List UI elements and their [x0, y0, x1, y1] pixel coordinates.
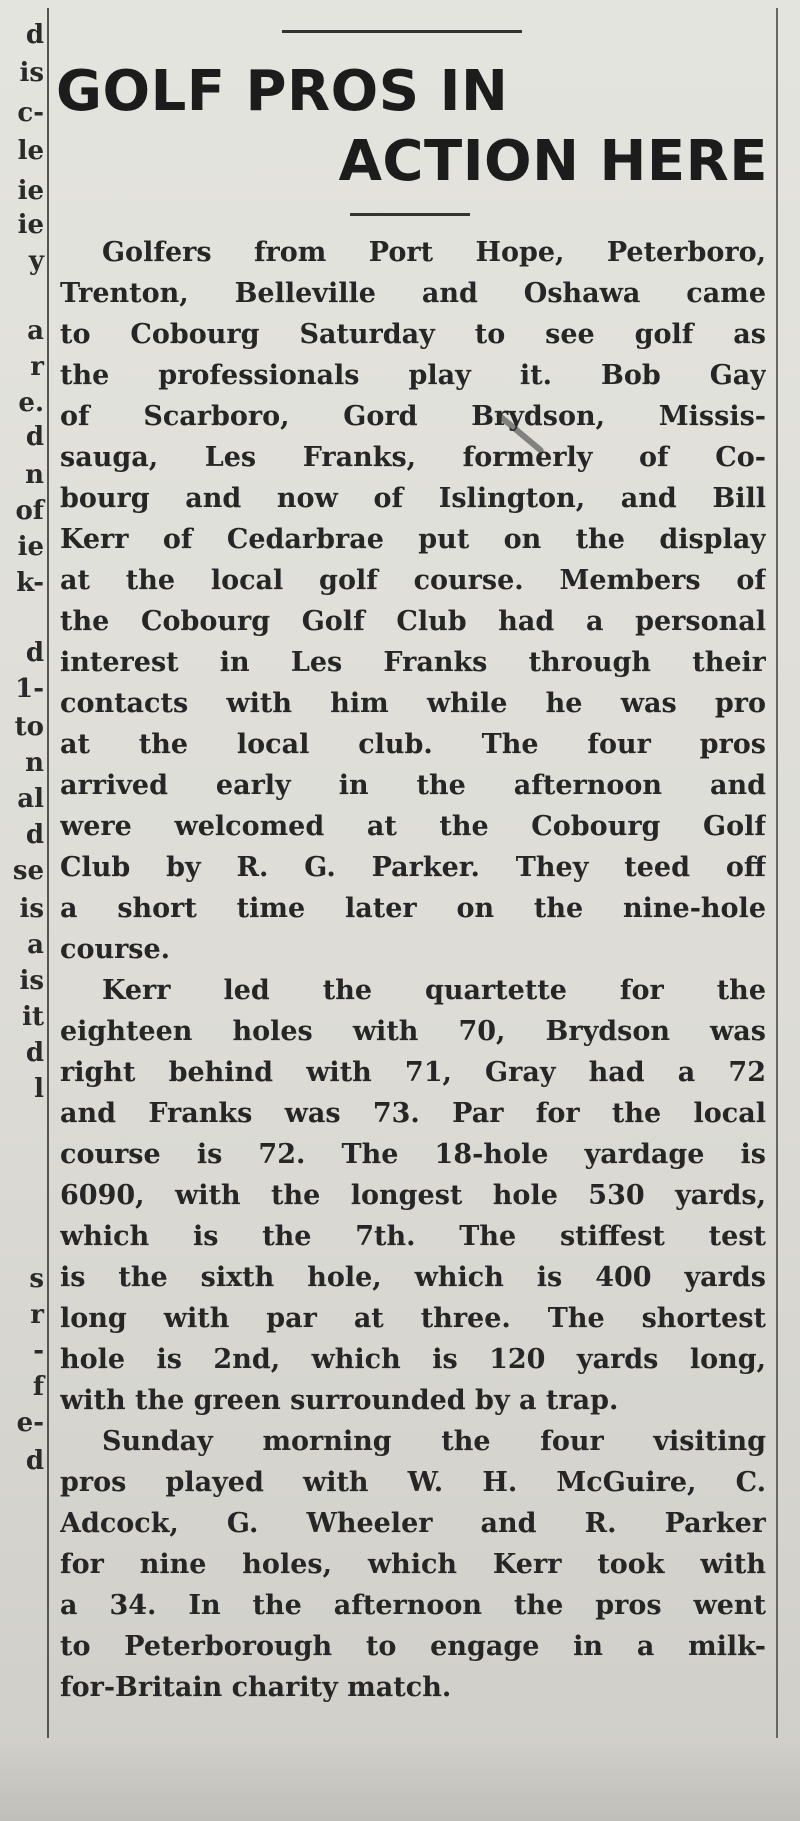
- adjacent-column-text: d: [25, 638, 44, 668]
- article-line: the Cobourg Golf Club had a personal: [60, 606, 766, 637]
- article-line: with the green surrounded by a trap.: [60, 1385, 619, 1416]
- top-rule: [282, 30, 522, 33]
- article-line: of Scarboro, Gord Brydson, Missis-: [60, 401, 766, 432]
- article-line: right behind with 71, Gray had a 72: [60, 1057, 766, 1088]
- adjacent-column-text: f: [32, 1372, 44, 1402]
- article-line: the professionals play it. Bob Gay: [60, 360, 766, 391]
- adjacent-column-text: 1-: [15, 674, 44, 704]
- article-line: Club by R. G. Parker. They teed off: [60, 852, 766, 883]
- article-line: a short time later on the nine-hole: [60, 893, 766, 924]
- article-line: Adcock, G. Wheeler and R. Parker: [60, 1508, 766, 1539]
- article-line: hole is 2nd, which is 120 yards long,: [60, 1344, 766, 1375]
- article-line: for nine holes, which Kerr took with: [60, 1549, 766, 1580]
- article-line: were welcomed at the Cobourg Golf: [60, 811, 766, 842]
- column-rule-right: [776, 8, 778, 1738]
- adjacent-column-text: se: [12, 856, 44, 886]
- adjacent-column-text: d: [25, 820, 44, 850]
- adjacent-column-text: le: [17, 136, 44, 166]
- article-line: arrived early in the afternoon and: [60, 770, 766, 801]
- article-line: pros played with W. H. McGuire, C.: [60, 1467, 766, 1498]
- adjacent-column-text: -: [33, 1336, 44, 1366]
- adjacent-column-text: y: [28, 246, 44, 276]
- article-line: Golfers from Port Hope, Peterboro,: [102, 237, 766, 268]
- adjacent-column-text: a: [27, 316, 44, 346]
- adjacent-column-text: ie: [17, 532, 44, 562]
- article-line: bourg and now of Islington, and Bill: [60, 483, 766, 514]
- article-line: for-Britain charity match.: [60, 1672, 452, 1703]
- adjacent-column-fragment: [2, 0, 46, 1821]
- adjacent-column-text: s: [29, 1264, 44, 1294]
- article-line: is the sixth hole, which is 400 yards: [60, 1262, 766, 1293]
- adjacent-column-text: n: [25, 460, 44, 490]
- adjacent-column-text: al: [17, 784, 44, 814]
- article-line: Trenton, Belleville and Oshawa came: [60, 278, 766, 309]
- article-line: 6090, with the longest hole 530 yards,: [60, 1180, 766, 1211]
- adjacent-column-text: is: [19, 894, 44, 924]
- adjacent-column-text: ie: [17, 176, 44, 206]
- adjacent-column-text: n: [25, 748, 44, 778]
- adjacent-column-text: e-: [16, 1408, 44, 1438]
- adjacent-column-text: to: [14, 712, 44, 742]
- adjacent-column-text: d: [25, 1446, 44, 1476]
- adjacent-column-text: is: [19, 966, 44, 996]
- article-line: course.: [60, 934, 171, 965]
- adjacent-column-text: d: [25, 20, 44, 50]
- article-line: to Peterborough to engage in a milk-: [60, 1631, 766, 1662]
- headline-divider-rule: [350, 213, 470, 216]
- headline-line-2: ACTION HERE: [338, 129, 768, 194]
- article-line: interest in Les Franks through their: [60, 647, 766, 678]
- paper-edge-shadow: [0, 1740, 800, 1821]
- adjacent-column-text: c-: [17, 98, 44, 128]
- headline-line-1: GOLF PROS IN: [56, 59, 509, 124]
- article-line: course is 72. The 18-hole yardage is: [60, 1139, 766, 1170]
- adjacent-column-text: r: [30, 352, 44, 382]
- article-line: to Cobourg Saturday to see golf as: [60, 319, 766, 350]
- article-line: and Franks was 73. Par for the local: [60, 1098, 766, 1129]
- article-line: Kerr of Cedarbrae put on the display: [60, 524, 766, 555]
- article-line: which is the 7th. The stiffest test: [60, 1221, 766, 1252]
- article-line: contacts with him while he was pro: [60, 688, 766, 719]
- article-line: eighteen holes with 70, Brydson was: [60, 1016, 766, 1047]
- adjacent-column-text: is: [19, 58, 44, 88]
- adjacent-column-text: d: [25, 422, 44, 452]
- article-body: [60, 232, 766, 1708]
- article-line: at the local club. The four pros: [60, 729, 766, 760]
- adjacent-column-text: r: [30, 1300, 44, 1330]
- adjacent-column-text: it: [22, 1002, 44, 1032]
- adjacent-column-text: e.: [18, 388, 44, 418]
- column-rule-left: [47, 8, 49, 1738]
- adjacent-column-text: of: [15, 496, 44, 526]
- adjacent-column-text: l: [34, 1074, 44, 1104]
- adjacent-column-text: k-: [16, 568, 44, 598]
- article-line: at the local golf course. Members of: [60, 565, 766, 596]
- adjacent-column-text: d: [25, 1038, 44, 1068]
- adjacent-column-text: ie: [17, 210, 44, 240]
- article-line: a 34. In the afternoon the pros went: [60, 1590, 766, 1621]
- article-line: Kerr led the quartette for the: [102, 975, 766, 1006]
- article-line: sauga, Les Franks, formerly of Co-: [60, 442, 766, 473]
- adjacent-column-text: a: [27, 930, 44, 960]
- article-line: Sunday morning the four visiting: [102, 1426, 766, 1457]
- article-line: long with par at three. The shortest: [60, 1303, 766, 1334]
